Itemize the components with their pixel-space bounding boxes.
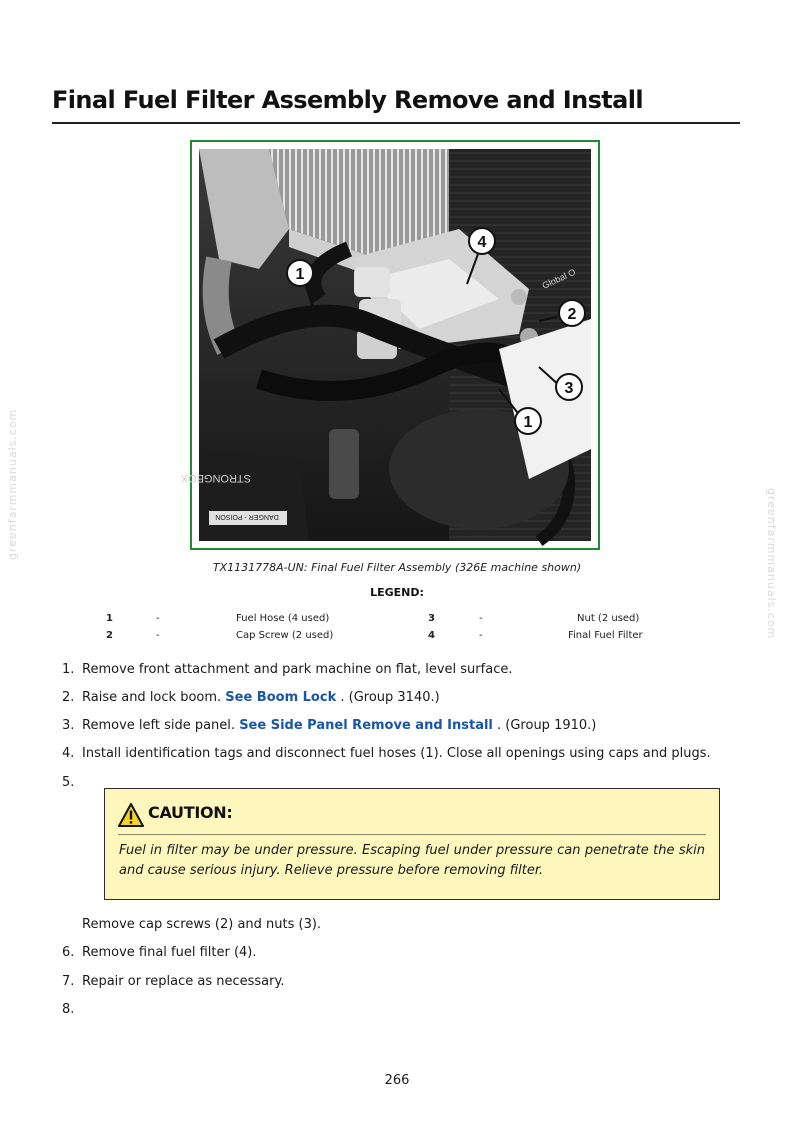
step-number: 6.	[62, 945, 75, 960]
legend-description: Fuel Hose (4 used)	[236, 613, 330, 624]
step-1	[62, 662, 512, 677]
step-5-text: Remove cap screws (2) and nuts (3).	[82, 917, 322, 932]
caution-text: Fuel in filter may be under pressure. Escaping fuel under pressure can penetrate the skin and cause serious injury. Relieve pressure before removing filter.	[119, 843, 705, 878]
step-number: 7.	[62, 974, 75, 989]
step-2	[62, 690, 440, 705]
step-number: 3.	[62, 718, 75, 733]
step-7	[62, 974, 284, 989]
step-text: Repair or replace as necessary.	[82, 974, 285, 989]
step-number: 8.	[62, 1002, 75, 1017]
svg-text:1: 1	[523, 414, 533, 431]
callout-4	[469, 228, 495, 254]
legend-number: 2	[106, 630, 113, 641]
step-number: 5.	[62, 775, 75, 790]
legend-dash: -	[479, 613, 483, 624]
caution-divider	[118, 834, 706, 835]
step-text-suffix: . (Group 3140.)	[336, 690, 440, 705]
caution-label: CAUTION:	[148, 803, 233, 822]
title-divider	[52, 122, 740, 124]
side-panel-link[interactable]: See Side Panel Remove and Install	[239, 718, 493, 733]
legend-description: Final Fuel Filter	[568, 630, 643, 641]
legend-dash: -	[156, 613, 160, 624]
warning-icon	[118, 803, 144, 827]
step-text: Raise and lock boom.	[82, 690, 226, 705]
legend-row	[0, 613, 794, 629]
step-text: Remove front attachment and park machine on flat, level surface.	[82, 662, 513, 677]
callout-1-bottom	[515, 408, 541, 434]
step-number: 4.	[62, 746, 75, 761]
step-text-suffix: . (Group 1910.)	[492, 718, 597, 733]
watermark-left: greenfarmmanuals.com	[6, 408, 19, 560]
step-text: Install identification tags and disconnect fuel hoses (1). Close all openings using caps and plugs.	[82, 746, 711, 761]
legend-description: Cap Screw (2 used)	[236, 630, 334, 641]
watermark-right: greenfarmmanuals.com	[765, 488, 778, 640]
svg-text:3: 3	[564, 380, 574, 397]
legend-number: 4	[428, 630, 435, 641]
svg-text:4: 4	[477, 234, 487, 251]
legend-description: Nut (2 used)	[577, 613, 640, 624]
step-4	[62, 746, 711, 761]
legend-title: LEGEND:	[370, 586, 424, 599]
legend-dash: -	[479, 630, 483, 641]
callout-3	[556, 374, 582, 400]
caution-box	[104, 788, 720, 900]
callout-1-top	[287, 260, 313, 286]
page-number: 266	[384, 1073, 410, 1088]
step-3	[62, 718, 596, 733]
step-8	[62, 1002, 82, 1017]
fuel-filter-photo	[180, 149, 591, 541]
callout-2	[559, 300, 585, 326]
figure-caption: TX1131778A-UN: Final Fuel Filter Assembly (326E machine shown)	[212, 561, 582, 574]
legend-number: 3	[428, 613, 435, 624]
step-5	[62, 775, 82, 790]
step-number: 2.	[62, 690, 75, 705]
svg-text:1: 1	[295, 266, 305, 283]
step-text: Remove left side panel.	[82, 718, 240, 733]
svg-text:2: 2	[567, 306, 577, 323]
battery-brand-label: STRONGBOX	[180, 472, 251, 484]
boom-lock-link[interactable]: See Boom Lock	[225, 690, 337, 705]
step-number: 1.	[62, 662, 75, 677]
legend-dash: -	[156, 630, 160, 641]
legend-row	[0, 630, 794, 646]
step-text: Remove final fuel filter (4).	[82, 945, 257, 960]
figure-frame	[180, 140, 600, 550]
belt-label: Global O	[540, 266, 578, 291]
legend-number: 1	[106, 613, 113, 624]
danger-label: DANGER - POISON	[215, 513, 279, 520]
step-6	[62, 945, 257, 960]
page-title: Final Fuel Filter Assembly Remove and Install	[52, 86, 644, 114]
